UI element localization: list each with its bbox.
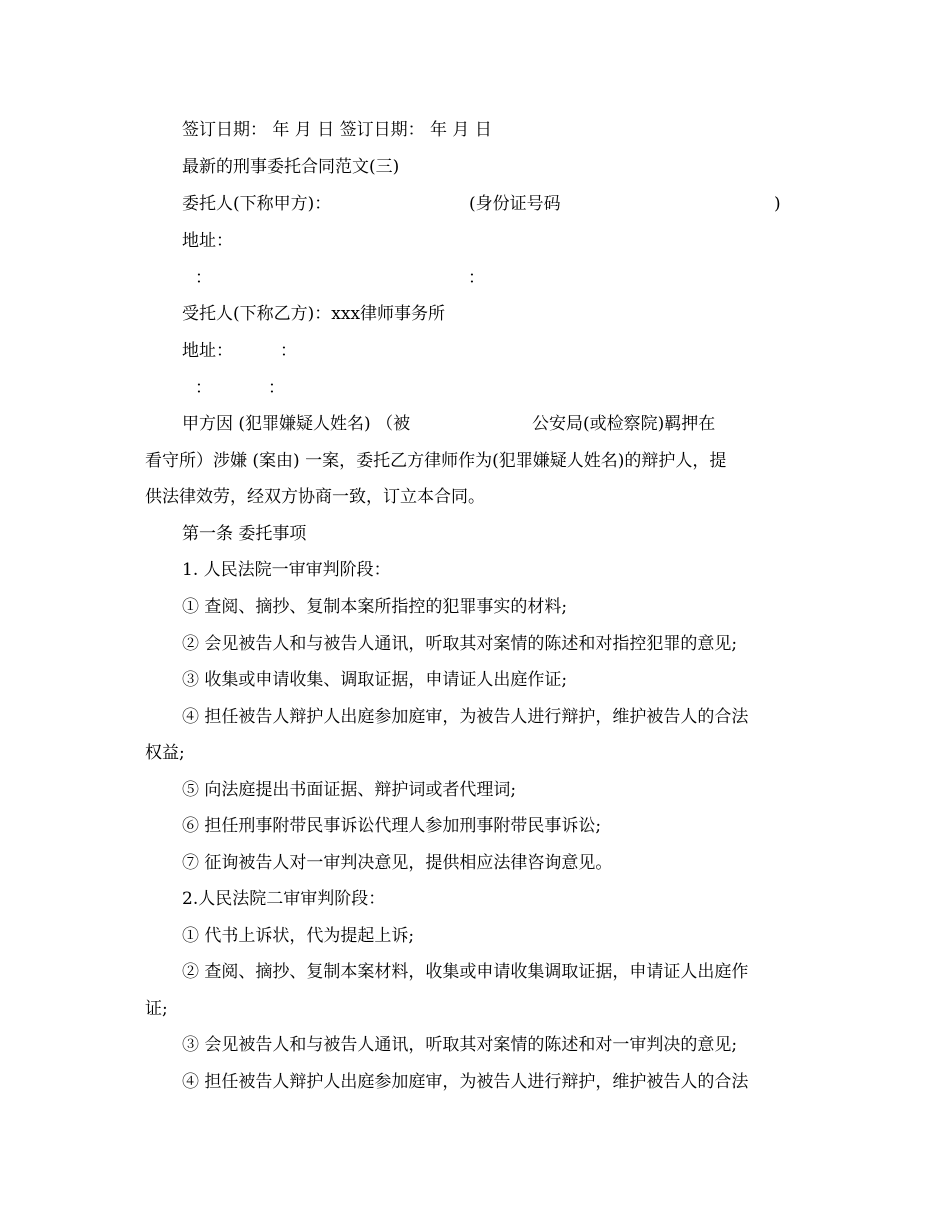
- list-item: ② 会见被告人和与被告人通讯，听取其对案情的陈述和对指控犯罪的意见;: [182, 634, 738, 654]
- agent-contact-line: [182, 376, 302, 400]
- principal-line: [182, 192, 802, 216]
- agent-contact-colon-1: ：: [195, 378, 212, 398]
- signing-date-line: 签订日期： 年 月 日 签订日期： 年 月 日: [182, 120, 492, 140]
- principal-contact-colon-1: ：: [195, 268, 212, 288]
- list-item: ④ 担任被告人辩护人出庭参加庭审，为被告人进行辩护，维护被告人的合法: [182, 1072, 749, 1092]
- principal-contact-colon-2: ：: [468, 268, 485, 288]
- agent-line: 受托人(下称乙方)：xxx律师事务所: [182, 304, 446, 324]
- list-item: ④ 担任被告人辩护人出庭参加庭审，为被告人进行辩护，维护被告人的合法: [182, 707, 749, 727]
- principal-label: 委托人(下称甲方)：: [182, 194, 332, 214]
- agent-address-line: [182, 339, 322, 363]
- id-number-close: ): [774, 194, 781, 214]
- first-instance-heading: 1. 人民法院一审审判阶段：: [182, 560, 391, 580]
- list-item-continuation: 证;: [145, 999, 168, 1019]
- preamble-part-2: 公安局(或检察院)羁押在: [532, 414, 716, 434]
- preamble-line-3: 供法律效劳，经双方协商一致，订立本合同。: [145, 487, 485, 507]
- list-item: ③ 收集或申请收集、调取证据，申请证人出庭作证;: [182, 670, 568, 690]
- list-item: ⑦ 征询被告人对一审判决意见，提供相应法律咨询意见。: [182, 853, 613, 873]
- second-instance-heading: 2.人民法院二审审判阶段：: [182, 889, 386, 909]
- agent-address-colon: ：: [280, 341, 297, 361]
- section-title: 最新的刑事委托合同范文(三): [182, 157, 400, 177]
- principal-contact-line: [182, 266, 502, 290]
- list-item: ③ 会见被告人和与被告人通讯，听取其对案情的陈述和对一审判决的意见;: [182, 1035, 738, 1055]
- article-1-heading: 第一条 委托事项: [182, 524, 307, 544]
- list-item: ② 查阅、摘抄、复制本案材料，收集或申请收集调取证据，申请证人出庭作: [182, 962, 749, 982]
- preamble-line-2: 看守所）涉嫌 (案由) 一案，委托乙方律师作为(犯罪嫌疑人姓名)的辩护人，提: [145, 451, 727, 471]
- list-item: ⑤ 向法庭提出书面证据、辩护词或者代理词;: [182, 780, 517, 800]
- list-item-continuation: 权益;: [145, 743, 185, 763]
- agent-contact-colon-2: ：: [268, 378, 285, 398]
- principal-address-label: 地址：: [182, 231, 233, 251]
- preamble-line-1: [182, 412, 762, 436]
- id-number-label: (身份证号码: [469, 194, 561, 214]
- list-item: ① 查阅、摘抄、复制本案所指控的犯罪事实的材料;: [182, 597, 568, 617]
- preamble-part-1: 甲方因 (犯罪嫌疑人姓名) （被: [182, 414, 411, 434]
- list-item: ⑥ 担任刑事附带民事诉讼代理人参加刑事附带民事诉讼;: [182, 816, 602, 836]
- agent-address-label: 地址：: [182, 341, 233, 361]
- list-item: ① 代书上诉状，代为提起上诉;: [182, 926, 415, 946]
